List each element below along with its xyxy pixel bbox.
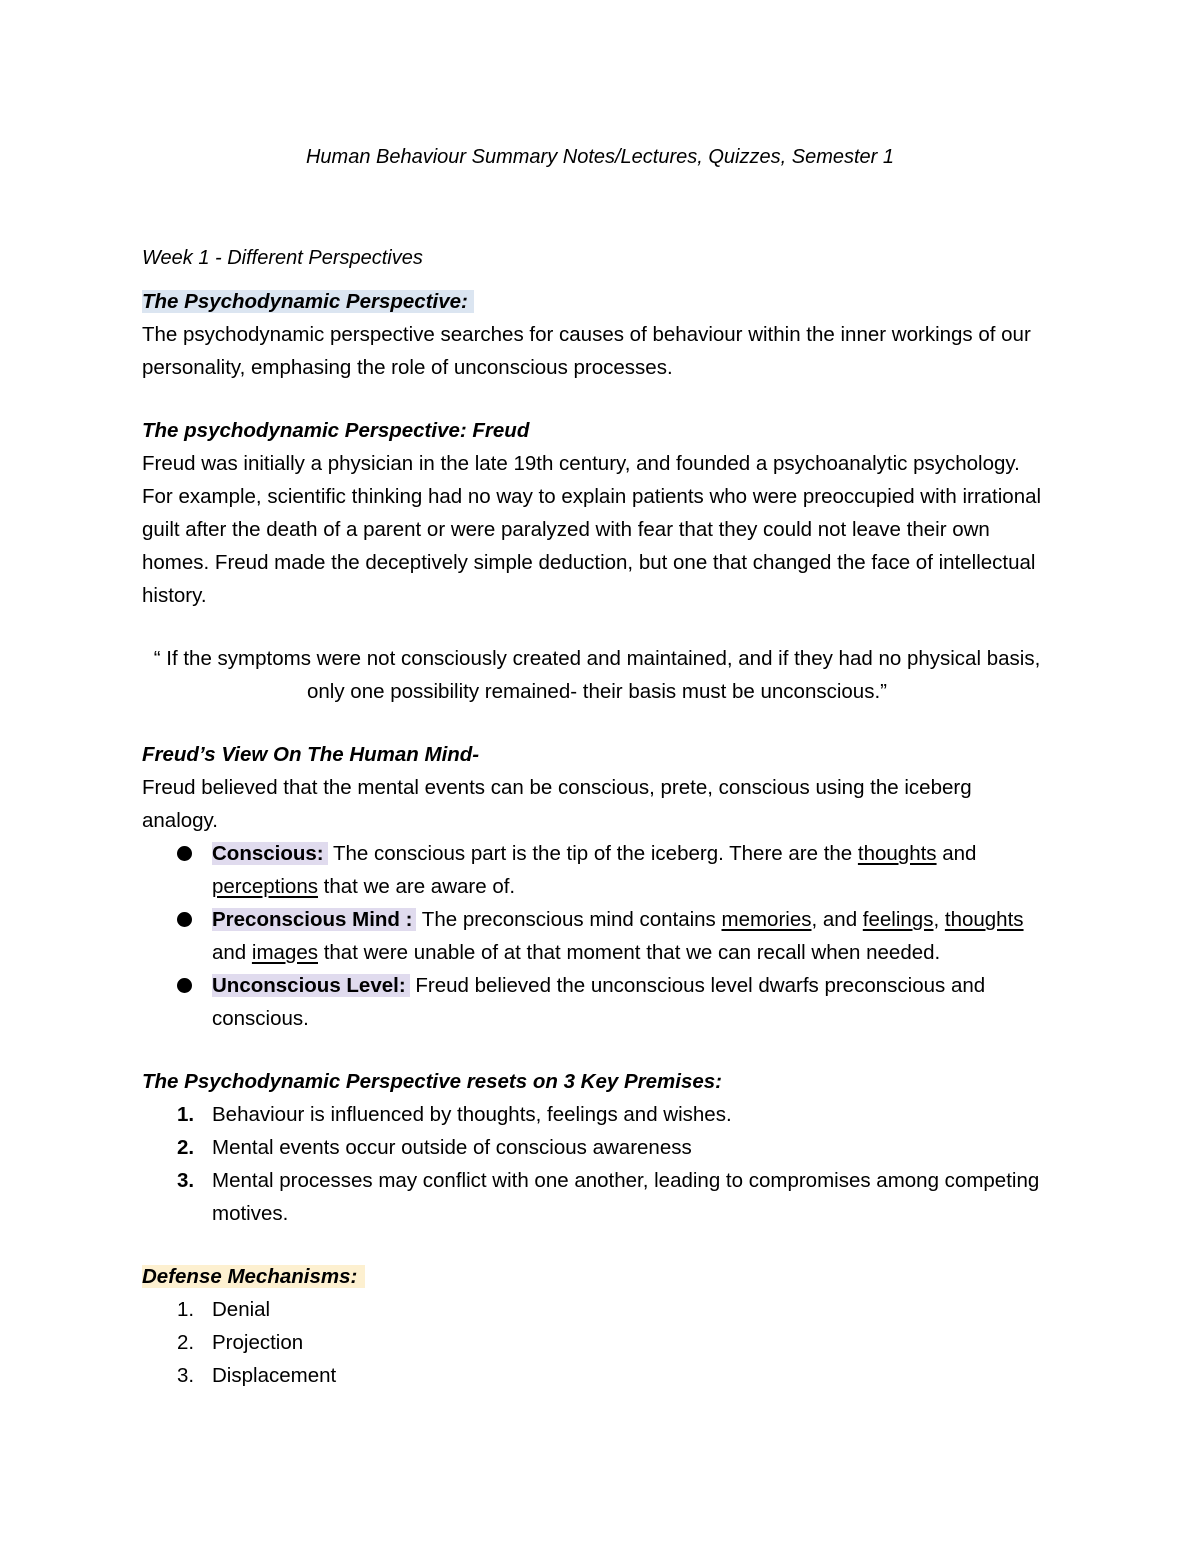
bullet-text: , and [811, 908, 863, 931]
bullet-text: The preconscious mind contains [416, 908, 722, 931]
bullet-icon [177, 846, 192, 861]
premises-list [142, 1098, 1052, 1230]
premises-heading: The Psychodynamic Perspective resets on 3 Key Premises: [142, 1070, 722, 1093]
document-body [142, 285, 1052, 1392]
underlined-word: perceptions [212, 875, 318, 898]
defense-list [142, 1293, 1052, 1392]
list-item-text: Mental processes may conflict with one another, leading to compromises among competing motives. [212, 1169, 1040, 1225]
list-item [142, 837, 1052, 903]
list-item [142, 1359, 1052, 1392]
list-item [142, 903, 1052, 969]
bullet-text: that we are aware of. [317, 875, 516, 898]
bullet-icon [177, 912, 192, 927]
list-number: 2. [177, 1136, 195, 1159]
list-item-text: Mental events occur outside of conscious awareness [212, 1136, 692, 1159]
list-number: 3. [177, 1169, 195, 1192]
list-item [142, 1098, 1052, 1131]
bullet-term: Conscious: [212, 842, 328, 865]
bullet-term: Preconscious Mind : [212, 908, 416, 931]
underlined-word: feelings [862, 908, 934, 931]
iceberg-levels-list [142, 837, 1052, 1035]
bullet-text: and [936, 842, 977, 865]
underlined-word: memories [721, 908, 812, 931]
list-number: 1. [177, 1298, 195, 1321]
list-item-text: Displacement [212, 1364, 337, 1387]
bullet-text: Freud believed the unconscious level dwarfs preconscious and conscious. [212, 974, 986, 1030]
mind-heading: Freud’s View On The Human Mind- [142, 743, 480, 766]
bullet-text: , [933, 908, 945, 931]
mind-paragraph: Freud believed that the mental events can be conscious, prete, conscious using the iceberg analogy. [142, 776, 972, 832]
underlined-word: images [251, 941, 318, 964]
list-item-text: Projection [212, 1331, 304, 1354]
list-number: 1. [177, 1103, 195, 1126]
list-item [142, 969, 1052, 1035]
bullet-term: Unconscious Level: [212, 974, 410, 997]
week-heading: Week 1 - Different Perspectives [142, 247, 423, 269]
underlined-word: thoughts [944, 908, 1024, 931]
list-number: 3. [177, 1364, 195, 1387]
bullet-text: that were unable of at that moment that we can recall when needed. [318, 941, 941, 964]
bullet-text: The conscious part is the tip of the iceberg. There are the [327, 842, 858, 865]
defense-heading: Defense Mechanisms: [142, 1265, 365, 1288]
psychodynamic-heading: The Psychodynamic Perspective: [142, 290, 474, 313]
psychodynamic-paragraph: The psychodynamic perspective searches for causes of behaviour within the inner workings of our personality, emphasing the role of unconscious processes. [142, 323, 1031, 379]
document-title: Human Behaviour Summary Notes/Lectures, Quizzes, Semester 1 [305, 146, 895, 168]
list-item [142, 1293, 1052, 1326]
bullet-icon [177, 978, 192, 993]
list-item-text: Behaviour is influenced by thoughts, feelings and wishes. [212, 1103, 732, 1126]
list-item [142, 1326, 1052, 1359]
list-item-text: Denial [212, 1298, 271, 1321]
list-item [142, 1131, 1052, 1164]
freud-paragraph: Freud was initially a physician in the late 19th century, and founded a psychoanalytic psychology. For example, scientific thinking had no way to explain patients who were preoccupied with irrational guilt after the death of a parent or were paralyzed with fear that they could not leave their own homes. Freud made the deceptively simple deduction, but one that changed the face of intellectual history. [142, 452, 1042, 607]
underlined-word: thoughts [857, 842, 937, 865]
freud-heading: The psychodynamic Perspective: Freud [142, 419, 530, 442]
list-number: 2. [177, 1331, 195, 1354]
bullet-text: and [212, 941, 252, 964]
freud-quote: “ If the symptoms were not consciously created and maintained, and if they had no physical basis, only one possibility remained- their basis must be unconscious.” [153, 647, 1041, 703]
list-item [142, 1164, 1052, 1230]
